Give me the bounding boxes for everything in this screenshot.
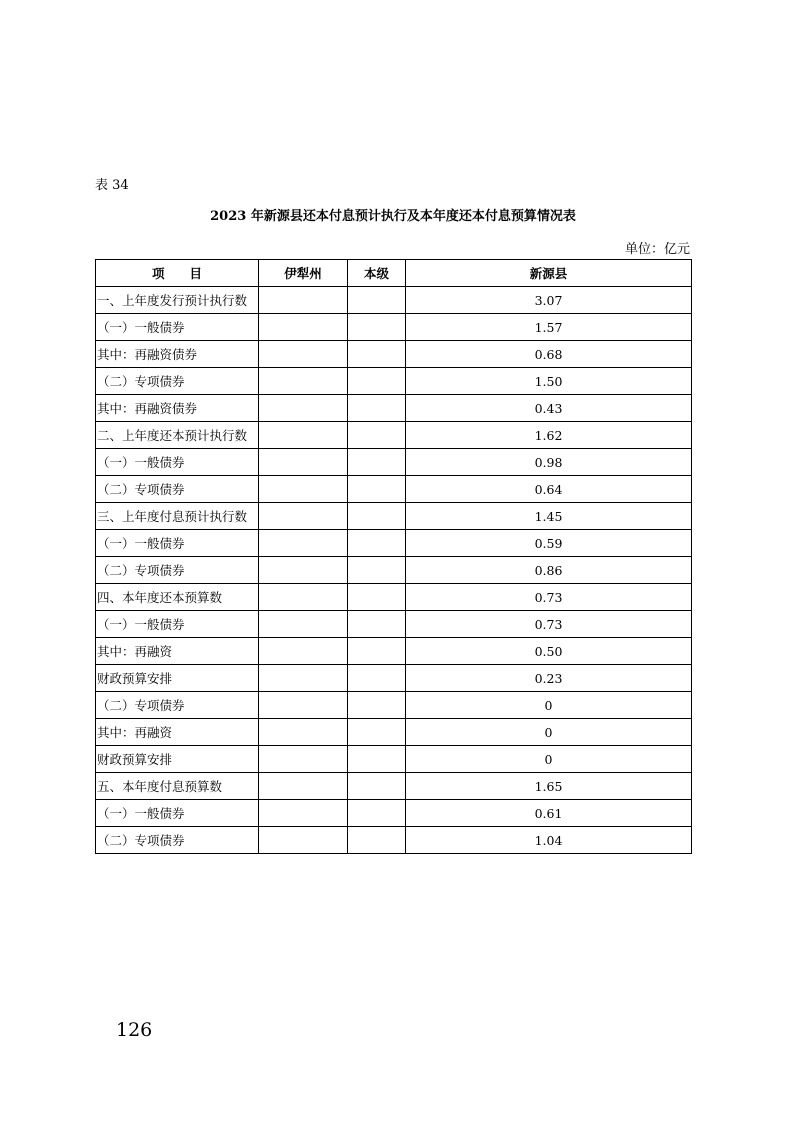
cell-yili (259, 314, 348, 341)
cell-benji (348, 287, 406, 314)
cell-benji (348, 422, 406, 449)
cell-benji (348, 395, 406, 422)
cell-yili (259, 611, 348, 638)
cell-xinyuan: 0 (406, 746, 692, 773)
cell-xinyuan: 0.59 (406, 530, 692, 557)
cell-xinyuan: 0.61 (406, 800, 692, 827)
table-row (96, 422, 692, 449)
table-row (96, 638, 692, 665)
cell-xinyuan: 0.86 (406, 557, 692, 584)
cell-xinyuan: 0.50 (406, 638, 692, 665)
table-row (96, 719, 692, 746)
cell-xinyuan: 1.45 (406, 503, 692, 530)
page-number: 126 (116, 1019, 153, 1041)
document-title: 2023 年新源县还本付息预计执行及本年度还本付息预算情况表 (210, 209, 576, 224)
cell-yili (259, 800, 348, 827)
cell-item: （一）一般债券 (96, 314, 259, 341)
cell-yili (259, 665, 348, 692)
cell-yili (259, 530, 348, 557)
cell-benji (348, 746, 406, 773)
header-xinyuan: 新源县 (406, 260, 692, 287)
cell-xinyuan: 3.07 (406, 287, 692, 314)
cell-benji (348, 719, 406, 746)
table-row (96, 746, 692, 773)
table-label: 表 34 (95, 178, 129, 193)
table-row (96, 665, 692, 692)
cell-xinyuan: 1.57 (406, 314, 692, 341)
table-header-row (96, 260, 692, 287)
cell-benji (348, 449, 406, 476)
cell-item: （一）一般债券 (96, 611, 259, 638)
cell-yili (259, 746, 348, 773)
cell-xinyuan: 0.68 (406, 341, 692, 368)
cell-benji (348, 584, 406, 611)
cell-benji (348, 530, 406, 557)
cell-item: 其中：再融资债券 (96, 341, 259, 368)
table-row (96, 827, 692, 854)
table-row (96, 314, 692, 341)
cell-yili (259, 503, 348, 530)
cell-xinyuan: 0.73 (406, 611, 692, 638)
cell-benji (348, 800, 406, 827)
header-benji: 本级 (348, 260, 406, 287)
header-yili: 伊犁州 (259, 260, 348, 287)
cell-yili (259, 827, 348, 854)
cell-yili (259, 287, 348, 314)
cell-item: 二、上年度还本预计执行数 (96, 422, 259, 449)
cell-xinyuan: 0.73 (406, 584, 692, 611)
table-row (96, 800, 692, 827)
cell-benji (348, 827, 406, 854)
cell-item: 四、本年度还本预算数 (96, 584, 259, 611)
cell-yili (259, 557, 348, 584)
cell-xinyuan: 0 (406, 692, 692, 719)
cell-xinyuan: 1.04 (406, 827, 692, 854)
cell-yili (259, 638, 348, 665)
table-row (96, 368, 692, 395)
cell-xinyuan: 0.98 (406, 449, 692, 476)
cell-item: 一、上年度发行预计执行数 (96, 287, 259, 314)
cell-item: （一）一般债券 (96, 800, 259, 827)
table-row (96, 341, 692, 368)
header-item: 项 目 (96, 260, 259, 287)
cell-item: 五、本年度付息预算数 (96, 773, 259, 800)
cell-benji (348, 368, 406, 395)
cell-yili (259, 584, 348, 611)
cell-benji (348, 692, 406, 719)
cell-item: （二）专项债券 (96, 368, 259, 395)
unit-label: 单位：亿元 (624, 242, 690, 257)
cell-xinyuan: 1.65 (406, 773, 692, 800)
cell-item: （二）专项债券 (96, 476, 259, 503)
cell-item: （二）专项债券 (96, 692, 259, 719)
table-row (96, 503, 692, 530)
cell-item: （二）专项债券 (96, 827, 259, 854)
cell-xinyuan: 1.50 (406, 368, 692, 395)
table-row (96, 557, 692, 584)
cell-yili (259, 341, 348, 368)
cell-item: 财政预算安排 (96, 665, 259, 692)
cell-item: 其中：再融资债券 (96, 395, 259, 422)
cell-yili (259, 692, 348, 719)
table-row (96, 287, 692, 314)
cell-benji (348, 611, 406, 638)
cell-yili (259, 773, 348, 800)
cell-item: （一）一般债券 (96, 449, 259, 476)
table-row (96, 476, 692, 503)
cell-item: 三、上年度付息预计执行数 (96, 503, 259, 530)
table-row (96, 692, 692, 719)
cell-yili (259, 719, 348, 746)
cell-yili (259, 476, 348, 503)
budget-table (95, 259, 692, 854)
cell-xinyuan: 0.43 (406, 395, 692, 422)
cell-xinyuan: 0 (406, 719, 692, 746)
cell-benji (348, 773, 406, 800)
cell-benji (348, 314, 406, 341)
cell-benji (348, 638, 406, 665)
cell-yili (259, 368, 348, 395)
cell-benji (348, 665, 406, 692)
cell-yili (259, 422, 348, 449)
cell-item: 其中：再融资 (96, 638, 259, 665)
cell-benji (348, 476, 406, 503)
cell-item: 财政预算安排 (96, 746, 259, 773)
table-row (96, 449, 692, 476)
table-row (96, 611, 692, 638)
cell-xinyuan: 1.62 (406, 422, 692, 449)
cell-xinyuan: 0.64 (406, 476, 692, 503)
cell-benji (348, 341, 406, 368)
cell-yili (259, 395, 348, 422)
cell-yili (259, 449, 348, 476)
cell-item: 其中：再融资 (96, 719, 259, 746)
table-row (96, 395, 692, 422)
cell-item: （二）专项债券 (96, 557, 259, 584)
table-row (96, 584, 692, 611)
cell-item: （一）一般债券 (96, 530, 259, 557)
cell-benji (348, 557, 406, 584)
cell-xinyuan: 0.23 (406, 665, 692, 692)
cell-benji (348, 503, 406, 530)
table-row (96, 530, 692, 557)
table-row (96, 773, 692, 800)
